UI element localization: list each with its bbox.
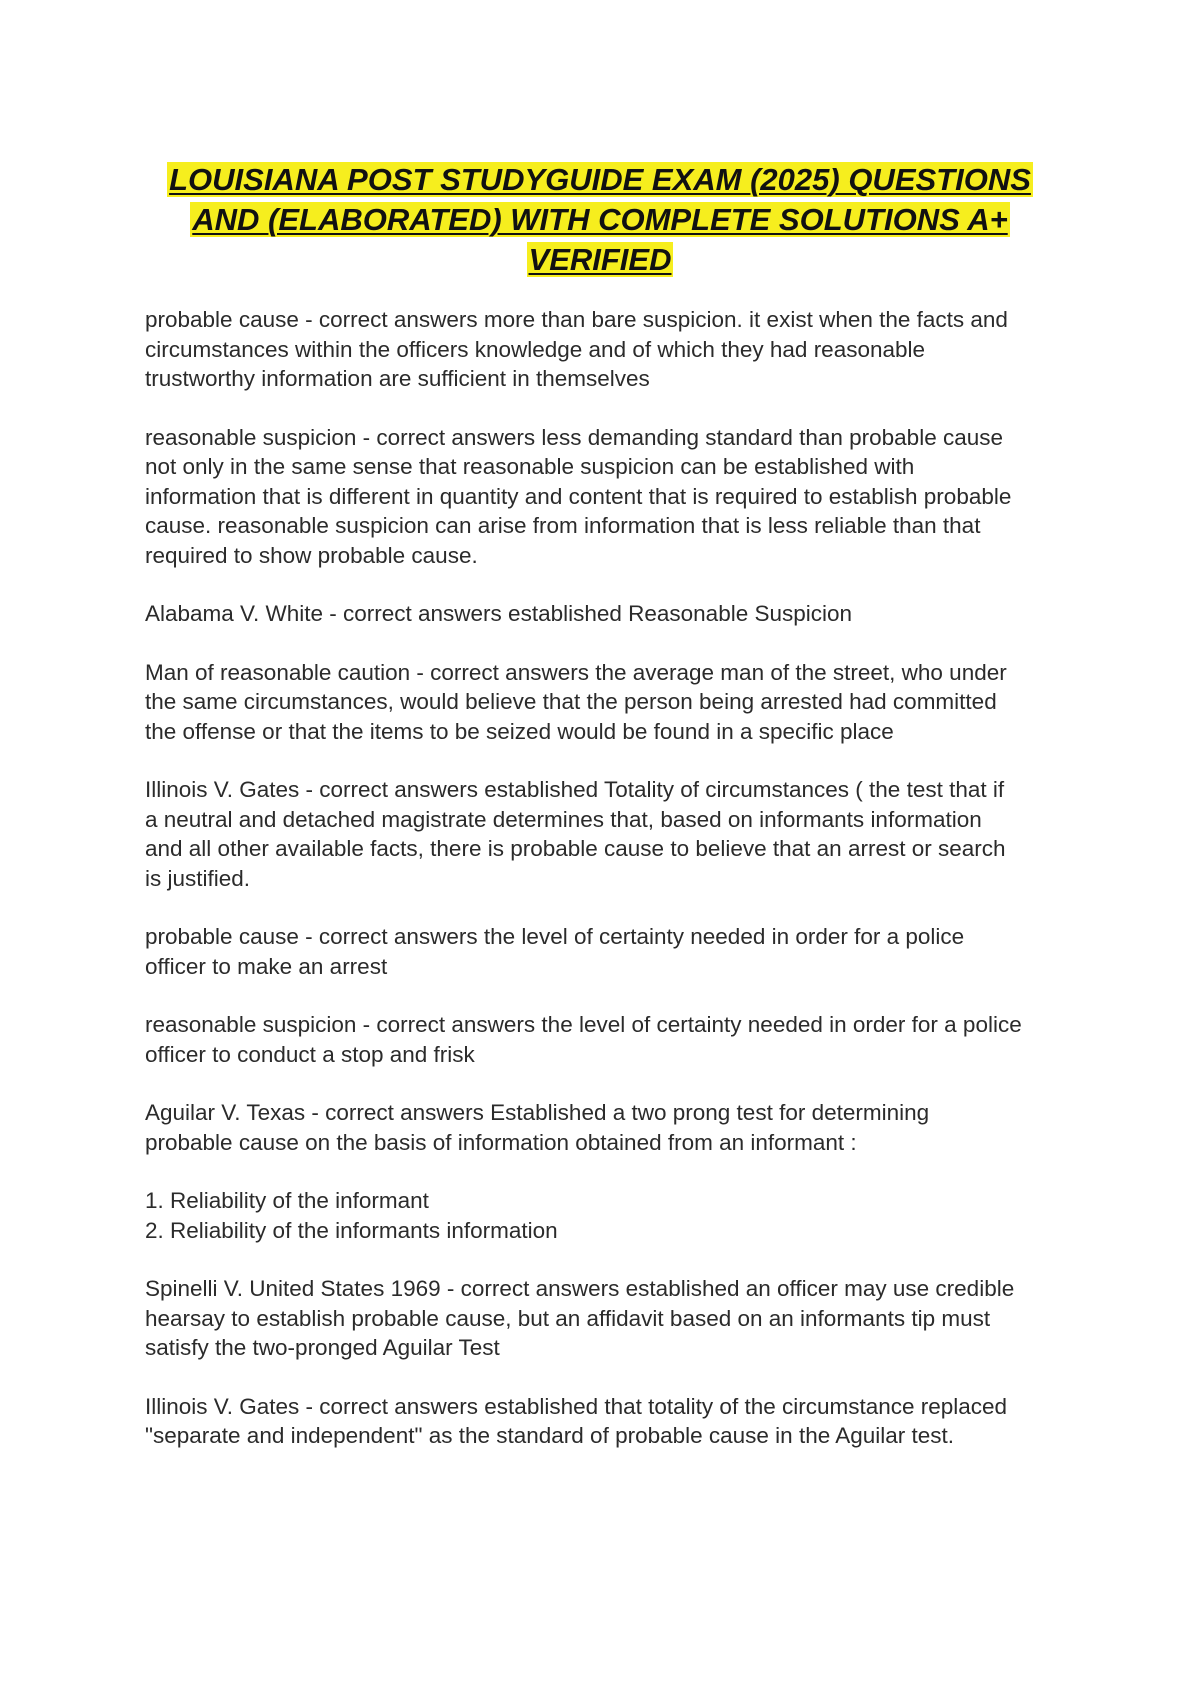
text-line: reasonable suspicion - correct answers less demanding standard than probable cause [145,424,1003,450]
qa-entry [145,1274,1070,1363]
text-line: "separate and independent" as the standard of probable cause in the Aguilar test. [145,1423,955,1448]
text-line: Man of reasonable caution - correct answers the average man of the street, who under [145,659,1007,685]
qa-entry [145,1010,1070,1069]
text-line: Illinois V. Gates - correct answers established Totality of circumstances ( the test that if [145,777,1005,802]
qa-entry [145,922,1070,981]
title-line: LOUISIANA POST STUDYGUIDE EXAM (2025) QUESTIONS [169,162,1031,197]
text-line: the same circumstances, would believe that the person being arrested had committed [145,689,997,714]
text-line: reasonable suspicion - correct answers the level of certainty needed in order for a police [145,1012,1022,1037]
text-line: is justified. [145,865,251,891]
text-line: probable cause - correct answers more than bare suspicion. it exist when the facts and [145,307,1008,332]
list-item: 2. Reliability of the informants information [145,1217,558,1243]
title-line: AND (ELABORATED) WITH COMPLETE SOLUTIONS A+ [192,202,1008,237]
text-line: required to show probable cause. [145,542,478,568]
text-line: hearsay to establish probable cause, but an affidavit based on an informants tip must [145,1305,991,1331]
text-line: Alabama V. White - correct answers established Reasonable Suspicion [145,601,853,626]
text-line: information that is different in quantity and content that is required to establish probable [145,483,1012,509]
text-line: probable cause - correct answers the level of certainty needed in order for a police [145,924,965,949]
numbered-list [145,1186,1070,1245]
text-line: probable cause on the basis of information obtained from an informant : [145,1129,857,1155]
qa-entry [145,423,1070,571]
text-line: Spinelli V. United States 1969 - correct answers established an officer may use credible [145,1276,1015,1301]
text-line: Illinois V. Gates - correct answers established that totality of the circumstance replaced [145,1393,1008,1419]
qa-entry [145,305,1070,394]
document-title [120,160,1080,280]
title-line: VERIFIED [528,242,672,277]
text-line: Aguilar V. Texas - correct answers Established a two prong test for determining [145,1100,930,1125]
text-line: a neutral and detached magistrate determines that, based on informants information [145,806,982,832]
list-item: 1. Reliability of the informant [145,1188,429,1213]
text-line: and all other available facts, there is probable cause to believe that an arrest or search [145,836,1006,861]
text-line: not only in the same sense that reasonable suspicion can be established with [145,454,915,479]
text-line: officer to conduct a stop and frisk [145,1041,475,1067]
qa-entry [145,775,1070,893]
text-line: satisfy the two-pronged Aguilar Test [145,1335,500,1360]
text-line: circumstances within the officers knowledge and of which they had reasonable [145,336,926,362]
qa-entry [145,1392,1070,1451]
text-line: officer to make an arrest [145,953,388,979]
qa-entry [145,1098,1070,1157]
qa-entry [145,599,1070,629]
text-line: cause. reasonable suspicion can arise from information that is less reliable than that [145,513,981,538]
text-line: the offense or that the items to be seized would be found in a specific place [145,718,894,744]
document-body [145,305,1070,1480]
qa-entry [145,658,1070,747]
text-line: trustworthy information are sufficient in themselves [145,366,650,391]
